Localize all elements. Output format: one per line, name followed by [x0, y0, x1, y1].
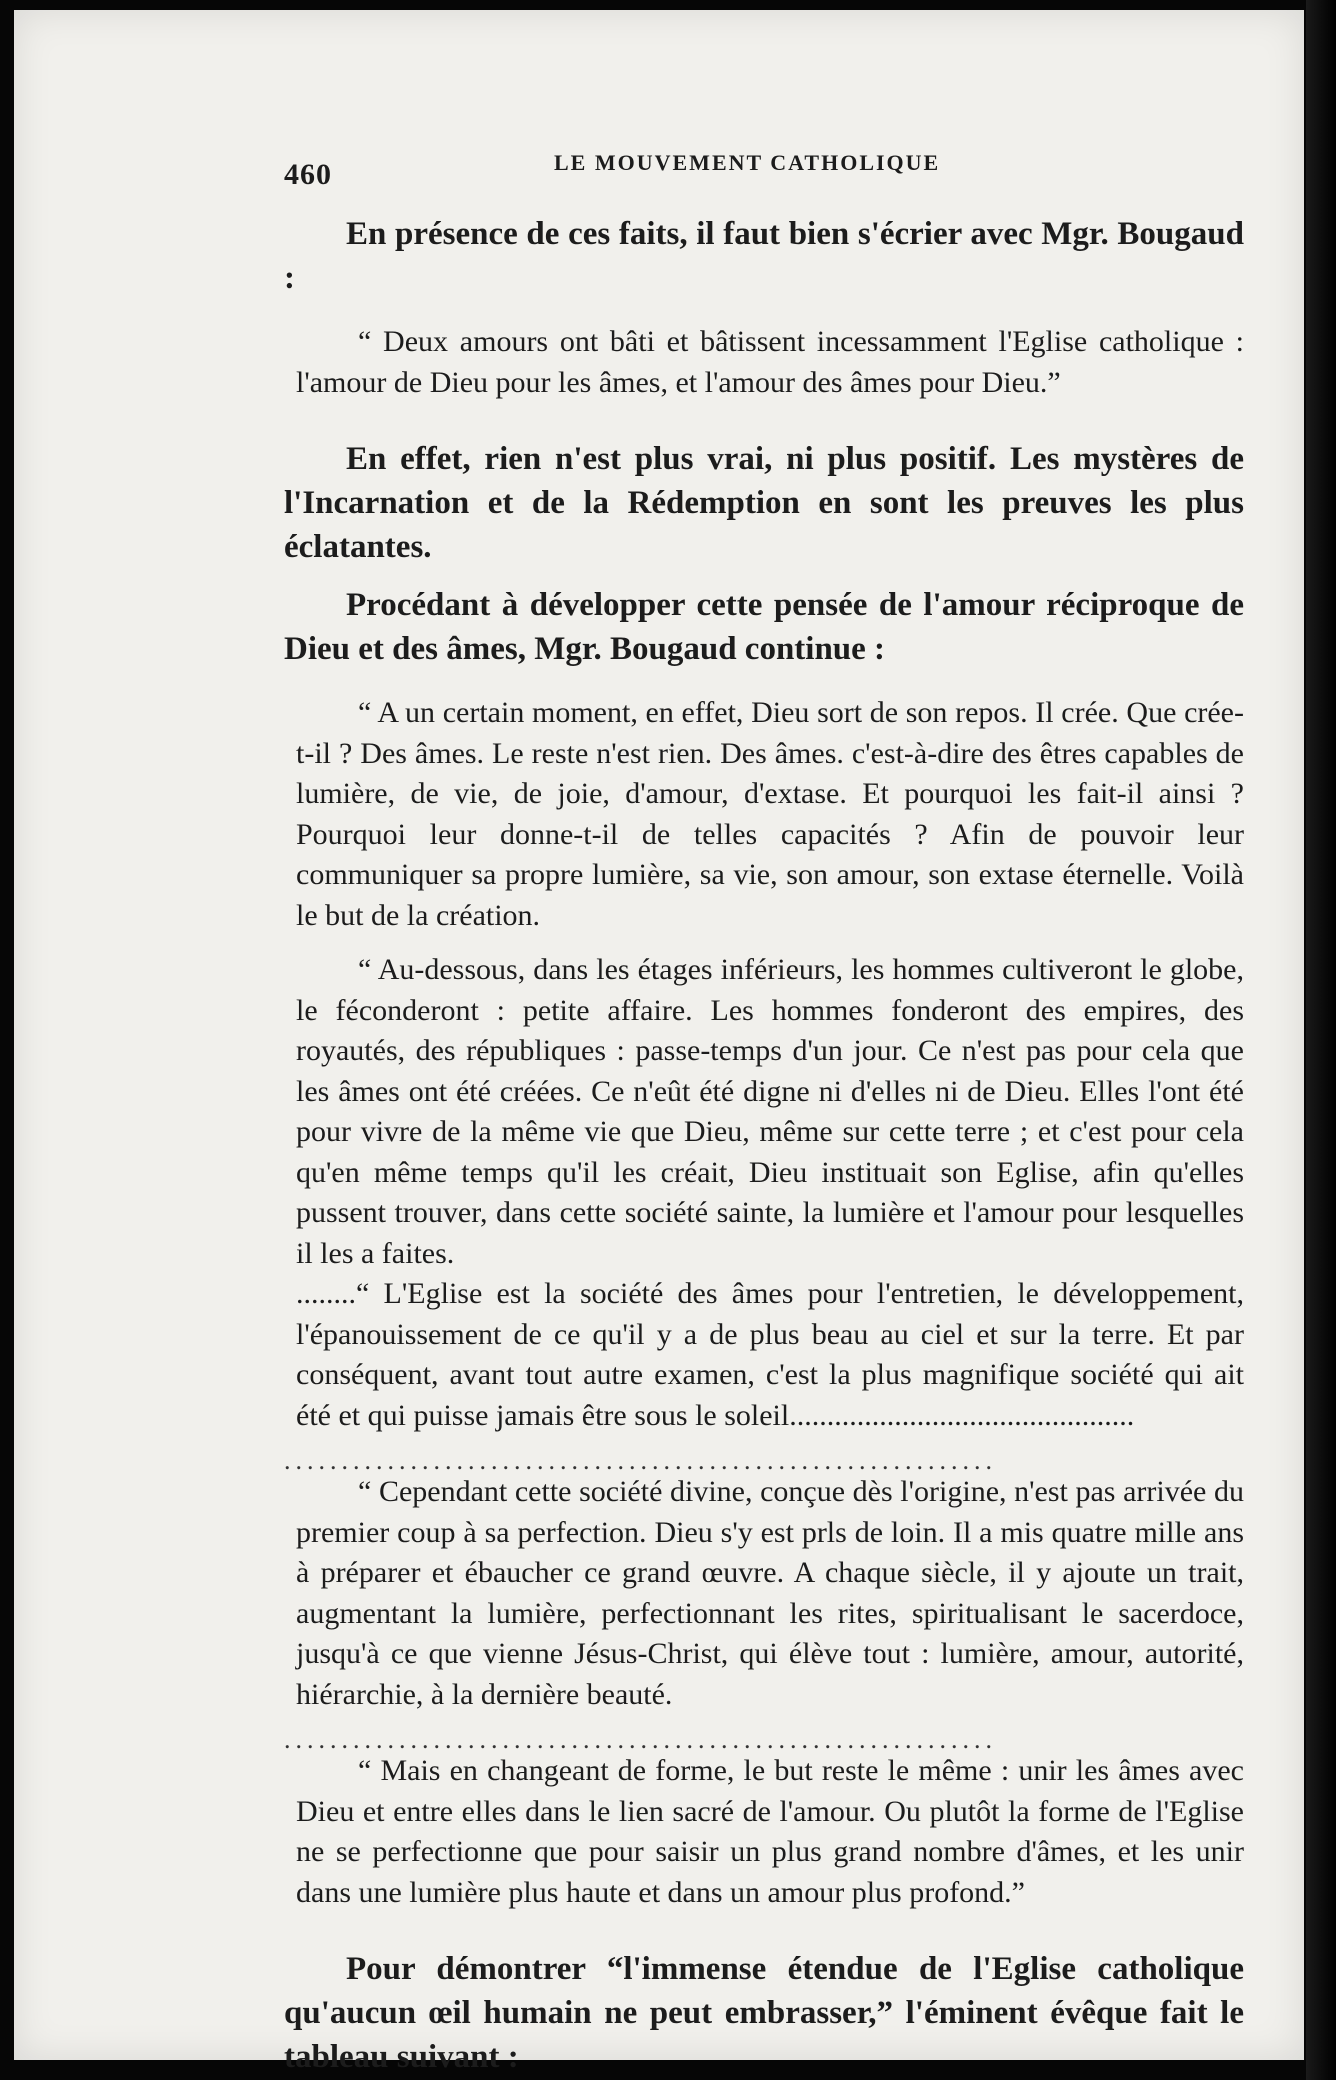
- running-head: LE MOUVEMENT CATHOLIQUE: [554, 150, 941, 175]
- page-number: 460: [284, 158, 332, 191]
- quote-etages: “ Au-dessous, dans les étages inférieurs, les hommes cultiveront le globe, le féconderont : petite affaire. Les hommes fonderont des empires, des royautés, des républiques : passe-temps d'un jour. Ce n'est pas pour cela que les âmes ont été créées. Ce n'eût été digne ni d'elles ni de Dieu. Elles l'ont été pour vivre de la même vie que Dieu, même sur cette terre ; et c'est pour cela qu'en même temps qu'il les créait, Dieu instituait son Eglise, afin qu'elles pussent trouver, dans cette société sainte, la lumière et l'amour pour lesquelles il les a faites.: [296, 953, 1244, 1270]
- quote-two-loves: “ Deux amours ont bâti et bâtissent incessamment l'Eglise catholique : l'amour de Dieu pour les âmes, et l'amour des âmes pour Dieu.”: [296, 325, 1244, 399]
- paragraph-closing: Pour démontrer “l'immense étendue de l'Eglise catholique qu'aucun œil humain ne peut embrasser,” l'éminent évêque fait le tableau suivant :: [284, 1951, 1244, 2075]
- quote-societe-des-ames: [296, 1274, 1244, 1436]
- leading-ellipsis: ........: [296, 1277, 356, 1310]
- paragraph-procedant: Procédant à développer cette pensée de l'amour réciproque de Dieu et des âmes, Mgr. Bougaud continue :: [284, 587, 1244, 667]
- scan-edge: [1306, 0, 1336, 2080]
- trailing-ellipsis: ..............................................: [789, 1398, 1135, 1432]
- quote-changeant-forme: “ Mais en changeant de forme, le but reste le même : unir les âmes avec Dieu et entre elles dans le lien sacré de l'amour. Ou plutôt la forme de l'Eglise ne se perfectionne que pour saisir un plus grand nombre d'âmes, et les unir dans une lumière plus haute et dans un amour plus profond.”: [296, 1754, 1244, 1909]
- paragraph-mysteries: En effet, rien n'est plus vrai, ni plus positif. Les mystères de l'Incarnation et de la Rédemption en sont les preuves les plus éclatantes.: [284, 441, 1244, 565]
- quote-cependant: “ Cependant cette société divine, conçue dès l'origine, n'est pas arrivée du premier coup à sa perfection. Dieu s'y est prls de loin. Il a mis quatre mille ans à préparer et ébaucher ce grand œuvre. A chaque siècle, il y ajoute un trait, augmentant la lumière, perfectionnant les rites, spiritualisant le sacerdoce, jusqu'à ce que vienne Jésus-Christ, qui élève tout : lumière, amour, autorité, hiérarchie, à la dernière beauté.: [296, 1475, 1244, 1711]
- page-header: [284, 148, 1244, 198]
- quote-societe-text: “ L'Eglise est la société des âmes pour l'entretien, le développement, l'épanouissement de ce qu'il y a de plus beau au ciel et sur la terre. Et par conséquent, avant tout autre examen, c'est la plus magnifique société qui ait été et qui puisse jamais être sous le soleil: [296, 1277, 1244, 1432]
- ellipsis-line-2: ..............................................................: [284, 1729, 997, 1751]
- book-page: [14, 10, 1304, 2075]
- paragraph-intro: En présence de ces faits, il faut bien s'écrier avec Mgr. Bougaud :: [284, 216, 1244, 296]
- page-content: [284, 148, 1244, 2079]
- quote-creation: “ A un certain moment, en effet, Dieu sort de son repos. Il crée. Que crée-t-il ? Des âmes. Le reste n'est rien. Des âmes. c'est-à-dire des êtres capables de lumière, de vie, de joie, d'amour, d'extase. Et pourquoi les fait-il ainsi ? Pourquoi leur donne-t-il de telles capacités ? Afin de pouvoir leur communiquer sa propre lumière, sa vie, son amour, son extase éternelle. Voilà le but de la création.: [296, 696, 1244, 932]
- ellipsis-line: ..............................................................: [284, 1450, 997, 1472]
